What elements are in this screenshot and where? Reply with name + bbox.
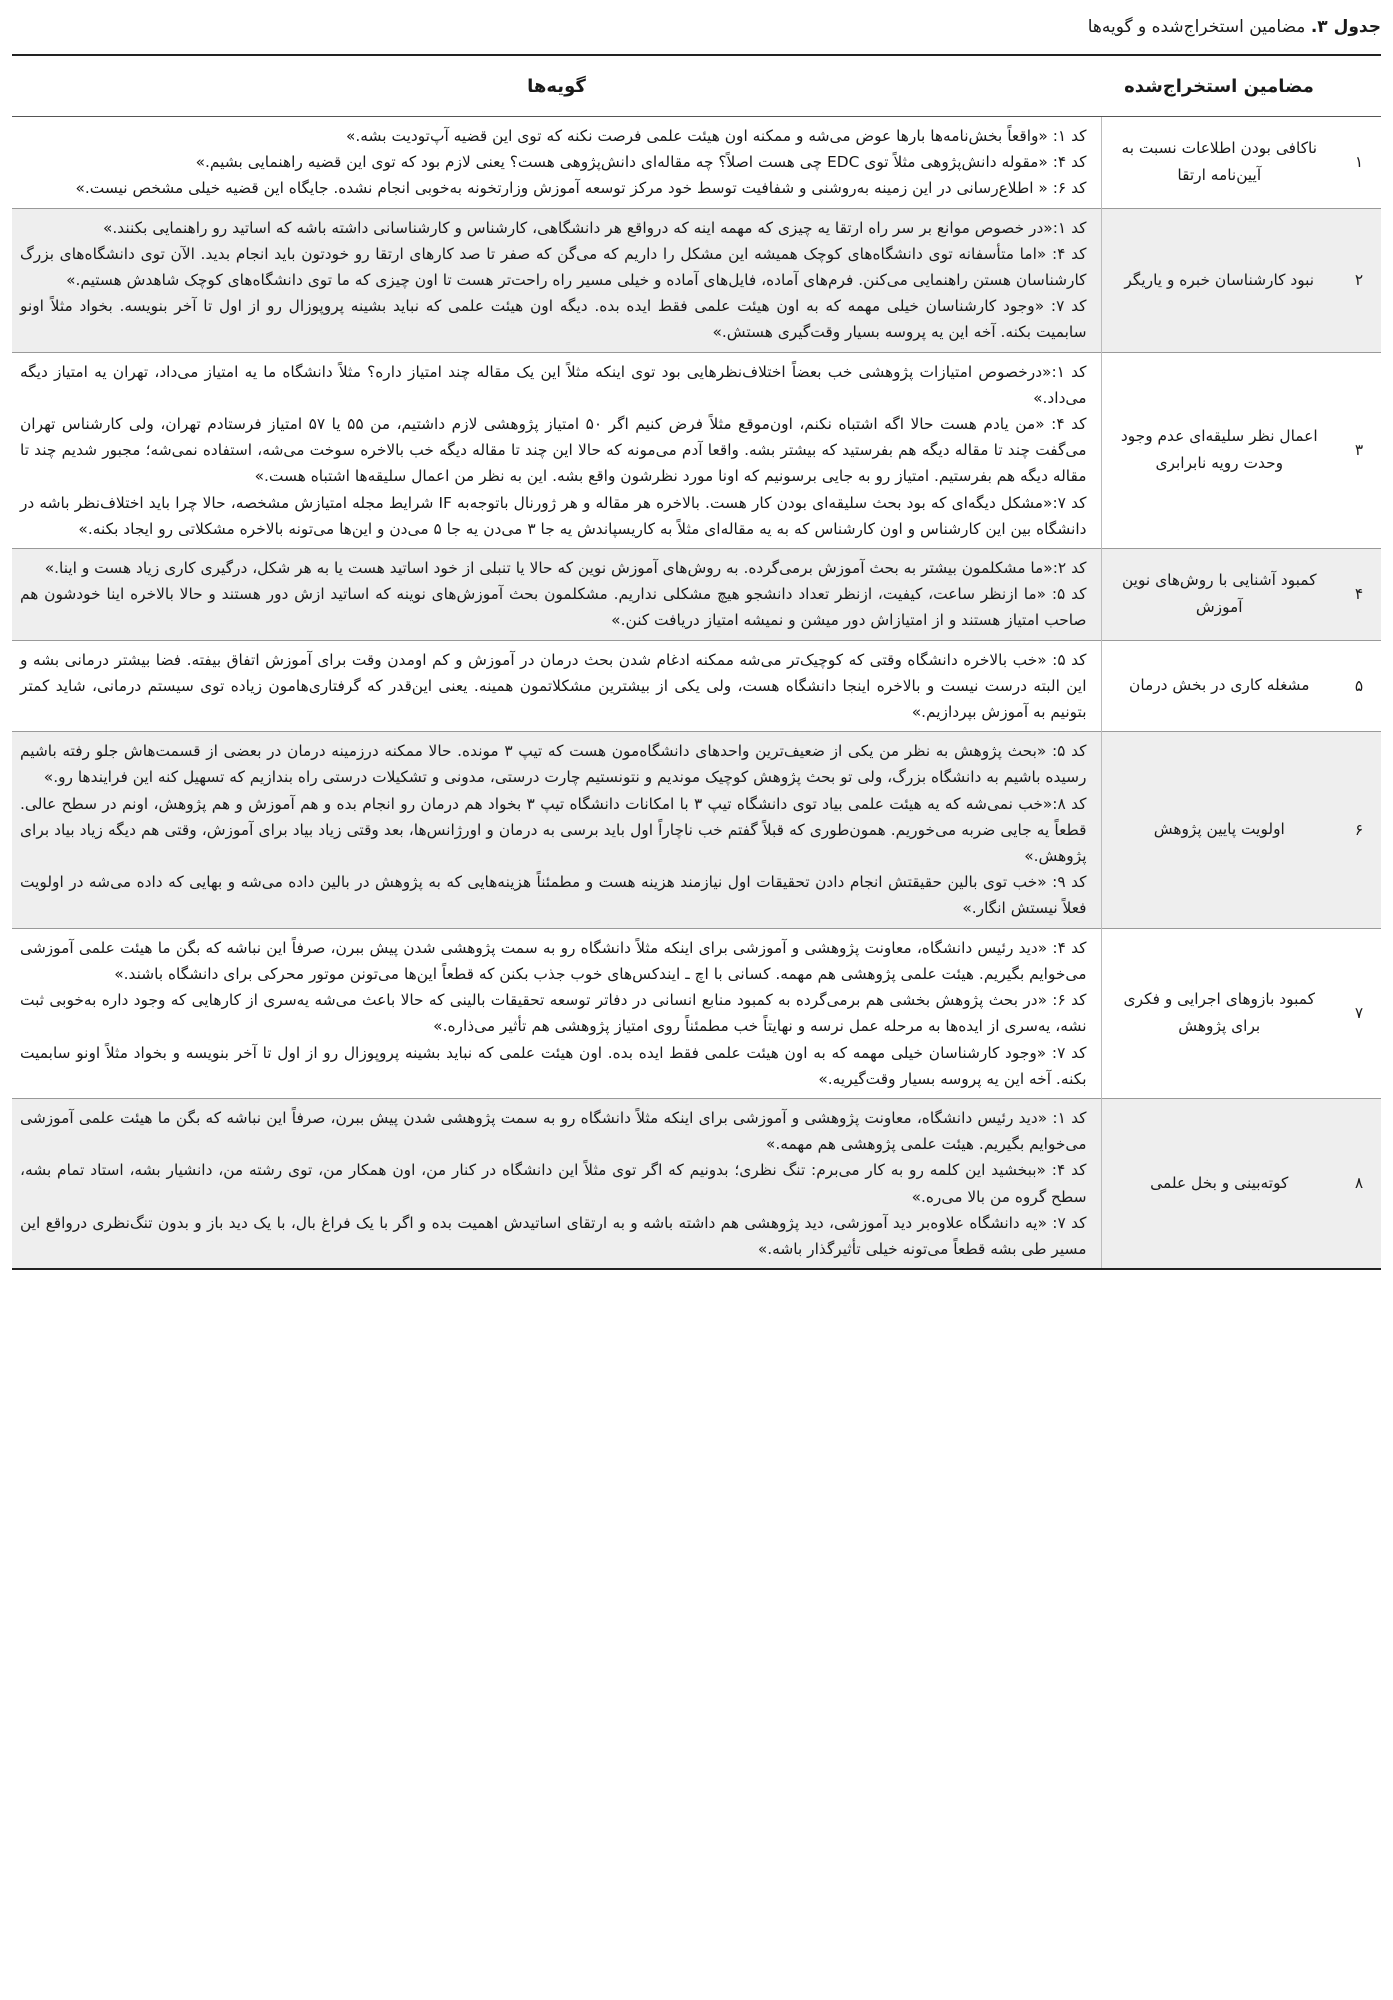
table-caption-text: مضامین استخراج‌شده و گویه‌ها bbox=[1087, 17, 1306, 37]
row-quotes bbox=[12, 732, 1101, 928]
header-num bbox=[1337, 55, 1381, 117]
quote-item: کد ۷: «وجود کارشناسان خیلی مهمه که به اون هیئت علمی فقط ایده بده. اون هیئت علمی که نباید بشینه پروپوزال رو از اول تا آخر بنویسه و بخواد مثلاً اونو سابمیت بکنه. آخه این یه پروسه بسیار وقت‌گیریه.» bbox=[20, 1043, 1087, 1088]
table-row bbox=[12, 640, 1381, 732]
row-theme: اولویت پایین پژوهش bbox=[1101, 732, 1337, 928]
themes-table bbox=[12, 54, 1381, 1270]
row-number: ۷ bbox=[1337, 928, 1381, 1098]
quote-item: کد ۱: «واقعاً بخش‌نامه‌ها بارها عوض می‌شه و ممکنه اون هیئت علمی فرصت نکنه که توی این قضیه آپ‌تودیت بشه.» bbox=[346, 127, 1087, 145]
quote-item: کد ۱:«درخصوص امتیازات پژوهشی خب بعضاً اختلاف‌نظرهایی بود توی اینکه مثلاً این یک مقاله چند امتیاز داره؟ مثلاً دانشگاه ما یه امتیاز می‌داد، تهران یه امتیاز دیگه می‌داد.» bbox=[20, 362, 1087, 407]
document-page bbox=[12, 0, 1381, 1270]
row-quotes bbox=[12, 1098, 1101, 1269]
row-quotes bbox=[12, 117, 1101, 209]
table-row bbox=[12, 549, 1381, 641]
table-row bbox=[12, 117, 1381, 209]
row-quotes bbox=[12, 928, 1101, 1098]
row-number: ۴ bbox=[1337, 549, 1381, 641]
quote-item: کد ۶: « اطلاع‌رسانی در این زمینه به‌روشنی و شفافیت توسط خود مرکز توسعه آموزش وزارتخونه به‌خوبی انجام نشده. جایگاه این قضیه خیلی مشخص نیست.» bbox=[75, 179, 1087, 198]
row-quotes bbox=[12, 549, 1101, 641]
quote-item: کد ۶: «در بحث پژوهش بخشی هم برمی‌گرده به کمبود منابع انسانی در دفاتر توسعه تحقیقات بالینی که حالا باعث می‌شه یه‌سری از کارهایی که وجود داره به‌خوبی ثبت نشه، یه‌سری از ایده‌ها به مرحله عمل نرسه و نهایتاً خب مطمئناً روی امتیاز پژوهشی هم تأثیر می‌ذاره.» bbox=[20, 991, 1087, 1036]
quote-item: کد ۷: «یه دانشگاه علاوه‌بر دید آموزشی، دید پژوهشی هم داشته باشه و به ارتقای اساتیدش اهمیت بده و اگر با یک فراغ بال، با یک دید باز و بدون تنگ‌نظری درواقع این مسیر طی بشه قطعاً می‌تونه خیلی تأثیرگذار باشه.» bbox=[20, 1213, 1087, 1258]
quote-item: کد ۴: «من یادم هست حالا اگه اشتباه نکنم، اون‌موقع مثلاً فرض کنیم اگر ۵۰ امتیاز پژوهشی لازم داشتیم، من ۵۵ یا ۵۷ امتیاز فرستادم تهران، ولی کارشناس تهران می‌گفت چند تا مقاله دیگه هم بفرستید که بیشتر بشه. واقعا آدم می‌مونه که حالا این چند تا مقاله دیگه خب بالاخره سوخت می‌شه، استفاده نمی‌شه؛ مجبور شدیم چند تا مقاله دیگه هم بفرستیم. امتیاز رو به جایی برسونیم که اونا مورد نظرشون واقع بشه. این به نظر من اعمال سلیقه‌ها اشتباه هست.» bbox=[20, 415, 1087, 486]
row-theme: مشغله کاری در بخش درمان bbox=[1101, 640, 1337, 732]
table-caption bbox=[12, 14, 1381, 40]
table-body bbox=[12, 117, 1381, 1270]
quote-item: کد ۴: «دید رئیس دانشگاه، معاونت پژوهشی و آموزشی برای اینکه مثلاً دانشگاه رو به سمت پژوهشی شدن پیش ببرن، صرفاً این نباشه که بگن ما هیئت علمی آموزشی می‌خوایم بگیریم. هیئت علمی پژوهشی هم مهمه. کسانی با اچ ـ ایندکس‌های خوب جذب بکنن که قطعاً این‌ها می‌تونن موتور محرکی برای دانشگاه باشند.» bbox=[20, 938, 1087, 983]
row-number: ۵ bbox=[1337, 640, 1381, 732]
quote-item: کد ۴: «مقوله دانش‌پژوهی مثلاً توی EDC چی هست اصلاً؟ چه مقاله‌ای دانش‌پژوهی هست؟ یعنی لازم بود که توی این قضیه راهنمایی بشیم.» bbox=[195, 153, 1087, 172]
header-theme: مضامین استخراج‌شده bbox=[1101, 55, 1337, 117]
quote-item: کد ۵: «ما ازنظر ساعت، کیفیت، ازنظر تعداد دانشجو هیچ مشکلی نداریم. مشکلمون بحث آموزش‌های نوینه که اساتید ازش دور هستند و حالا بالاخره اینا خودشون هم صاحب امتیاز هستند و از امتیازاش دور میشن و نمیشه امتیاز دریافت کنن.» bbox=[20, 585, 1087, 630]
table-header-row bbox=[12, 55, 1381, 117]
row-quotes bbox=[12, 208, 1101, 352]
quote-item: کد ۵: «بحث پژوهش به نظر من یکی از ضعیف‌ترین واحدهای دانشگاه‌مون هست که تیپ ۳ مونده. حالا ممکنه درزمینه درمان در بعضی از قسمت‌هاش جلو رفته باشیم رسیده باشیم به دانشگاه بزرگ، ولی تو بحث پژوهش کوچیک موندیم و نتونستیم چارت درستی، مدونی و تشکیلات درستی راه بندازیم که تسهیل کنه این فرایندها رو.» bbox=[20, 742, 1087, 787]
quote-item: کد ۱:«در خصوص موانع بر سر راه ارتقا یه چیزی که مهمه اینه که درواقع هر دانشگاهی، کارشناس و کارشناسانی داشته باشه که اساتید رو راهنمایی بکنند.» bbox=[102, 218, 1087, 237]
row-theme: اعمال نظر سلیقه‌ای عدم وجود وحدت رویه نابرابری bbox=[1101, 352, 1337, 548]
row-theme: کمبود آشنایی با روش‌های نوین آموزش bbox=[1101, 549, 1337, 641]
row-theme: ناکافی بودن اطلاعات نسبت به آیین‌نامه ارتقا bbox=[1101, 117, 1337, 209]
row-number: ۳ bbox=[1337, 352, 1381, 548]
table-caption-label: جدول ۳. bbox=[1310, 17, 1381, 37]
table-row bbox=[12, 208, 1381, 352]
table-row bbox=[12, 1098, 1381, 1269]
table-row bbox=[12, 352, 1381, 548]
header-quotes: گویه‌ها bbox=[12, 55, 1101, 117]
quote-item: کد ۴: «اما متأسفانه توی دانشگاه‌های کوچک همیشه این مشکل را داریم که می‌گن که صفر تا صد کارهای ارتقا رو خودتون باید انجام بدید. الآن توی دانشگاه‌های بزرگ کارشناسان هستن راهنمایی می‌کنن. فرم‌های آماده، فایل‌های آماده و خیلی مسیر راه راحت‌تر هست تا اون چیزی که ما توی دانشگاه‌های کوچک شاهدش هستیم.» bbox=[20, 244, 1087, 290]
quote-item: کد ۴: «ببخشید این کلمه رو به کار می‌برم: تنگ نظری؛ بدونیم که اگر توی مثلاً این دانشگاه در کنار من، اون همکار من، توی رشته من، دانشیار بشه، استاد تمام بشه، سطح گروه من بالا می‌ره.» bbox=[20, 1161, 1087, 1206]
quote-item: کد ۷: «وجود کارشناسان خیلی مهمه که به اون هیئت علمی فقط ایده بده. دیگه اون هیئت علمی که نباید بشینه پروپوزال رو از اول تا آخر بنویسه. بخواد مثلاً اونو سابمیت بکنه. آخه این یه پروسه بسیار وقت‌گیری هستش.» bbox=[20, 297, 1087, 342]
row-theme: کوته‌بینی و بخل علمی bbox=[1101, 1098, 1337, 1269]
row-theme: کمبود بازوهای اجرایی و فکری برای پژوهش bbox=[1101, 928, 1337, 1098]
quote-item: کد ۲:«ما مشکلمون بیشتر به بحث آموزش برمی‌گرده. به روش‌های آموزش نوین که حالا یا تنبلی از خود اساتید هست یا به هر شکل، درگیری کاری زیاد هست و اینا.» bbox=[44, 559, 1087, 578]
row-quotes bbox=[12, 352, 1101, 548]
row-number: ۶ bbox=[1337, 732, 1381, 928]
quote-item: کد ۷:«مشکل دیگه‌ای که بود بحث سلیقه‌ای بودن کار هست. بالاخره هر مقاله و هر ژورنال باتوجه‌به IF شرایط مجله امتیازش مشخصه، حالا چرا باید اختلاف‌نظر باشه در دانشگاه بین این کارشناس و اون کارشناس که به یه مقاله‌ای مثلاً به کاریسپاندش یه جا ۳ می‌دن یه جا ۵ می‌دن و این‌ها می‌تونه بالاخره مشکلاتی رو ایجاد بکنه.» bbox=[20, 493, 1087, 538]
quote-item: کد ۱: «دید رئیس دانشگاه، معاونت پژوهشی و آموزشی برای اینکه مثلاً دانشگاه رو به سمت پژوهشی شدن پیش ببرن، صرفاً این نباشه که بگن ما هیئت علمی آموزشی می‌خوایم بگیریم. هیئت علمی پژوهشی هم مهمه.» bbox=[20, 1108, 1087, 1154]
quote-item: کد ۵: «خب بالاخره دانشگاه وقتی که کوچیک‌تر می‌شه ممکنه ادغام شدن بحث درمان در آموزش و کم اومدن وقت برای آموزش اتفاق بیفته. فضا بیشتر درمانی بشه و این البته درست نیست و بالاخره اینجا دانشگاه هست، ولی یکی از بیشترین مشکلاتمون همینه. یعنی این‌قدر که گرفتاری‌هامون زیاده توی سیستم درمانی، شاید کمتر بتونیم به آموزش بپردازیم.» bbox=[20, 650, 1087, 722]
quote-item: کد ۹: «خب توی بالین حقیقتش انجام دادن تحقیقات اول نیازمند هزینه هست و مطمئناً هزینه‌هایی که به پژوهش در بالین داده می‌شه و بهایی که داده می‌شه در اولویت فعلاً نیستش انگار.» bbox=[20, 873, 1087, 918]
table-row bbox=[12, 732, 1381, 928]
row-number: ۲ bbox=[1337, 208, 1381, 352]
quote-item: کد ۸:«خب نمی‌شه که یه هیئت علمی بیاد توی دانشگاه تیپ ۳ با امکانات دانشگاه تیپ ۳ بخواد هم درمان رو انجام بده و هم آموزش و هم پژوهش، اونم در سطح عالی. قطعاً یه جایی ضربه می‌خوریم. همون‌طوری که قبلاً گفتم خب ناچاراً اول باید برسی به درمان و اورژانس‌ها، بعد وقتی زیاد بیاد برای آموزش، وقتی هم دیگه زیاد بیاد برای پژوهش.» bbox=[20, 794, 1087, 866]
row-theme: نبود کارشناسان خبره و یاریگر bbox=[1101, 208, 1337, 352]
row-quotes bbox=[12, 640, 1101, 732]
row-number: ۱ bbox=[1337, 117, 1381, 209]
table-row bbox=[12, 928, 1381, 1098]
row-number: ۸ bbox=[1337, 1098, 1381, 1269]
